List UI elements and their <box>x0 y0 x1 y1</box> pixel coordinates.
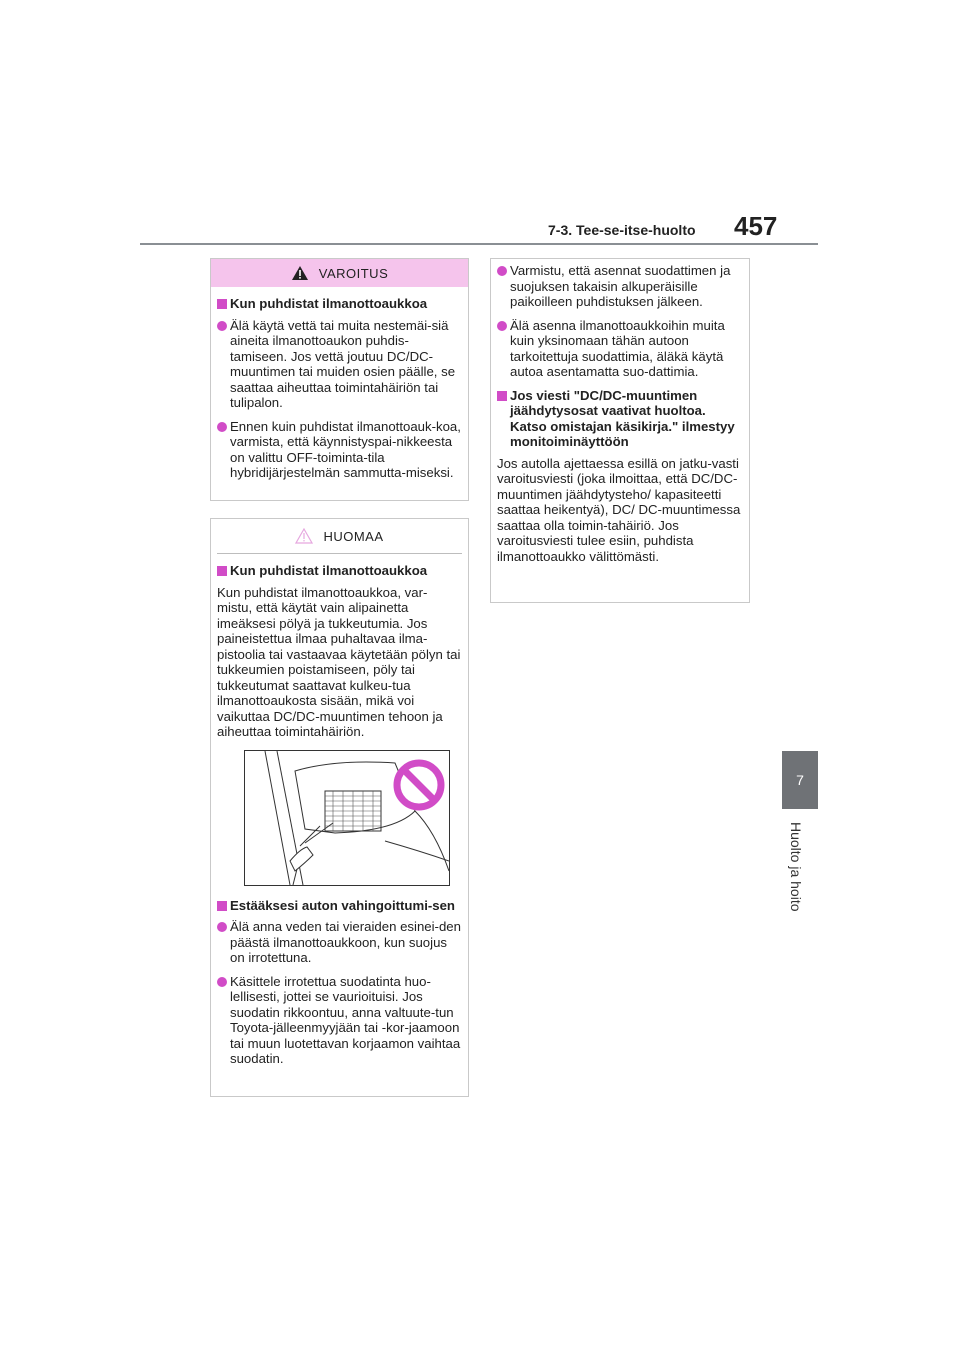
round-bullet-icon <box>497 321 507 331</box>
notice-box <box>210 518 469 1097</box>
air-intake-illustration <box>244 750 450 886</box>
round-bullet-icon <box>217 321 227 331</box>
round-bullet-icon <box>497 266 507 276</box>
list-item: Älä käytä vettä tai muita nestemäi-siä aineita ilmanottoaukon puhdis-tamiseen. Jos vettä joutuu DC/DC-muuntimen tai muiden osien päälle, se saattaa aiheuttaa toimintahäiriön tai tulipalon. <box>217 318 462 411</box>
warning-heading: VAROITUS <box>318 265 389 281</box>
round-bullet-icon <box>217 422 227 432</box>
page-number: 457 <box>734 211 778 241</box>
notice-heading: HUOMAA <box>323 528 384 544</box>
caution-triangle-icon <box>295 528 313 544</box>
list-item: Ennen kuin puhdistat ilmanottoauk-koa, varmista, että käynnistyspai-nikkeesta on valittu OFF-toiminta-tila hybridijärjestelmän sammutta-miseksi. <box>217 419 462 481</box>
square-bullet-icon <box>217 566 227 576</box>
list-item: Käsittele irrotettua suodatinta huo-lellisesti, jottei se vaurioituisi. Jos suodatin rikkoontuu, anna valtuute-tun Toyota-jälleenmyyjään tai -kor-jaamoon tai muun luotettavan korjaamon vaihtaa suodatin. <box>217 974 462 1067</box>
square-bullet-icon <box>217 901 227 911</box>
chapter-label: Huolto ja hoito <box>788 822 804 912</box>
notice-header <box>211 519 468 553</box>
header-divider <box>140 243 818 245</box>
notice-subheading: Kun puhdistat ilmanottoaukkoa <box>217 563 462 579</box>
list-item: Varmistu, että asennat suodattimen ja suojuksen takaisin alkuperäisille paikoilleen puhdistuksen jälkeen. <box>497 263 743 310</box>
square-bullet-icon <box>497 391 507 401</box>
right-paragraph: Jos autolla ajettaessa esillä on jatku-vasti varoitusviesti (joka ilmoittaa, että DC/DC-muuntimen jäähdytysteho/ kapasiteetti saattaa heikentyä), DC/ DC-muuntimessa saattaa olla toimin-tahäiriö. Jos varoitusviesti tulee esiin, puhdista ilmanottoaukko välittömästi. <box>497 455 741 564</box>
warning-box <box>210 258 469 501</box>
square-bullet-icon <box>217 299 227 309</box>
continuation-box <box>490 258 750 603</box>
warning-triangle-icon <box>291 265 309 281</box>
warning-header <box>211 259 468 287</box>
section-title: 7-3. Tee-se-itse-huolto <box>548 222 696 238</box>
round-bullet-icon <box>217 922 227 932</box>
notice-subheading-2: Estääksesi auton vahingoittumi-sen <box>217 898 462 914</box>
list-item: Älä anna veden tai vieraiden esinei-den päästä ilmanottoaukkoon, kun suojus on irrotettuna. <box>217 919 462 966</box>
warning-subheading: Kun puhdistat ilmanottoaukkoa <box>217 296 462 312</box>
round-bullet-icon <box>217 977 227 987</box>
list-item: Älä asenna ilmanottoaukkoihin muita kuin yksinomaan tähän autoon tarkoitettuja suodattimia, äläkä käytä autoa asentamatta suo-dattimia. <box>497 318 743 380</box>
right-subheading: Jos viesti "DC/DC-muuntimen jäähdytysosat vaativat huoltoa. Katso omistajan käsikirja." ilmestyy monitoiminäyttöön <box>497 388 743 450</box>
notice-paragraph: Kun puhdistat ilmanottoaukkoa, var-mistu, että käytät vain alipainetta imeäksesi pölyä ja tukkeutumia. Jos paineistettua ilmaa puhaltavaa ilma-pistoolia tai vastaavaa käytetään pölyn tai tukkeumien poistamiseen, pöly tai tukkeutumat saattavat kulkeu-tua ilmanottoaukosta sisään, mikä voi vaikuttaa DC/DC-muuntimen tehoon ja aiheuttaa toimintahäiriön. <box>217 584 461 739</box>
chapter-tab: 7 <box>782 751 818 809</box>
